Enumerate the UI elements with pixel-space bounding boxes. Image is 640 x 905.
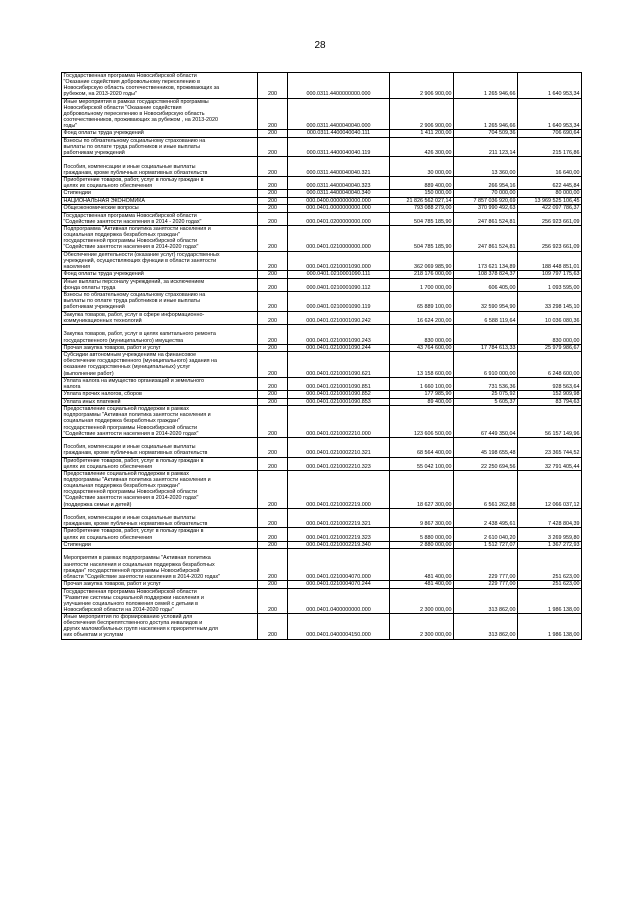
row-code-cell: 200 [258,292,288,312]
row-unexecuted-amount-cell: 928 563,64 [518,377,582,390]
row-unexecuted-amount-cell: 152 909,98 [518,391,582,398]
row-executed-amount-cell: 32 590 954,90 [454,292,518,312]
row-code-cell: 200 [258,377,288,390]
row-unexecuted-amount-cell: 33 298 145,10 [518,292,582,312]
row-name-cell: Уплата прочих налогов, сборов [62,391,258,398]
row-name-cell: Общеэкономические вопросы [62,205,258,212]
table-row [62,588,582,614]
row-approved-amount-cell: 1 660 100,00 [390,377,454,390]
row-approved-amount-cell: 1 411 200,00 [390,130,454,137]
row-approved-amount-cell: 21 826 562 027,14 [390,197,454,204]
row-unexecuted-amount-cell: 830 000,00 [518,325,582,345]
row-approved-amount-cell: 793 088 279,00 [390,205,454,212]
row-name-cell: Стипендии [62,190,258,197]
row-code-cell: 200 [258,406,288,438]
row-executed-amount-cell: 17 784 613,33 [454,344,518,351]
row-executed-amount-cell: 247 861 524,81 [454,212,518,225]
row-name-cell: Фонд оплаты труда учреждений [62,130,258,137]
row-name-cell: Обеспечение деятельности (оказание услуг) государственных учреждений, осуществляющих функции в области занятости населения [62,251,258,271]
row-code-cell: 200 [258,73,288,99]
row-classification-code-cell: 000.0311.4400000000.000 [288,73,390,99]
row-classification-code-cell: 000.0401.0000000000.000 [288,205,390,212]
row-executed-amount-cell: 370 990 492,63 [454,205,518,212]
row-unexecuted-amount-cell: 32 791 405,44 [518,457,582,470]
row-unexecuted-amount-cell: 25 979 986,67 [518,344,582,351]
row-executed-amount-cell: 313 862,00 [454,588,518,614]
row-executed-amount-cell: 266 954,16 [454,176,518,189]
table-row [62,614,582,640]
row-code-cell: 200 [258,251,288,271]
row-code-cell: 200 [258,437,288,457]
row-code-cell: 200 [258,508,288,528]
row-unexecuted-amount-cell: 12 066 037,12 [518,471,582,509]
row-code-cell: 200 [258,212,288,225]
row-name-cell: Предоставление социальной поддержки в рамках подпрограммы "Активная политика занятости населения и социальная поддержка безработных граждан" государственной программы Новосибирской области "Содействие занятости населения в 2014-2020 годах" (поддержка семьи и детей) [62,471,258,509]
row-code-cell: 200 [258,541,288,548]
row-approved-amount-cell: 9 867 300,00 [390,508,454,528]
row-classification-code-cell: 000.0401.0400004150.000 [288,614,390,640]
table-row [62,212,582,225]
row-executed-amount-cell: 5 605,37 [454,398,518,405]
row-approved-amount-cell: 218 176 000,00 [390,271,454,278]
row-approved-amount-cell: 5 880 000,00 [390,528,454,541]
row-name-cell: Стипендии [62,541,258,548]
row-unexecuted-amount-cell: 10 036 080,36 [518,311,582,324]
table-row [62,377,582,390]
row-code-cell: 200 [258,130,288,137]
table-row [62,176,582,189]
row-classification-code-cell: 000.0401.0210004070.244 [288,581,390,588]
row-approved-amount-cell: 481 400,00 [390,581,454,588]
row-executed-amount-cell: 6 561 262,88 [454,471,518,509]
row-classification-code-cell: 000.0401.0200000000.000 [288,212,390,225]
row-unexecuted-amount-cell: 422 097 786,37 [518,205,582,212]
row-code-cell: 200 [258,549,288,581]
row-unexecuted-amount-cell: 83 794,63 [518,398,582,405]
row-classification-code-cell: 000.0401.0210001090.853 [288,398,390,405]
row-approved-amount-cell: 150 000,00 [390,190,454,197]
row-unexecuted-amount-cell: 256 923 661,09 [518,212,582,225]
row-approved-amount-cell: 65 889 100,00 [390,292,454,312]
row-unexecuted-amount-cell: 7 428 804,39 [518,508,582,528]
row-name-cell: Приобретение товаров, работ, услуг в пользу граждан в целях их социального обеспечения [62,176,258,189]
row-unexecuted-amount-cell: 80 000,00 [518,190,582,197]
row-executed-amount-cell: 313 862,00 [454,614,518,640]
row-unexecuted-amount-cell: 56 157 149,96 [518,406,582,438]
row-unexecuted-amount-cell: 1 367 272,93 [518,541,582,548]
row-code-cell: 200 [258,528,288,541]
table-row [62,190,582,197]
row-approved-amount-cell: 89 400,00 [390,398,454,405]
table-row [62,137,582,157]
table-row [62,251,582,271]
table-row [62,549,582,581]
row-executed-amount-cell: 70 000,00 [454,190,518,197]
row-approved-amount-cell: 504 785 185,90 [390,212,454,225]
row-code-cell: 200 [258,98,288,130]
table-row [62,352,582,378]
row-approved-amount-cell: 481 400,00 [390,549,454,581]
row-name-cell: Государственная программа Новосибирской области "Оказание содействия добровольному переселению в Новосибирскую область соотечественников, проживающих за рубежом, на 2013-2020 годы" [62,73,258,99]
row-name-cell: Подпрограмма "Активная политика занятости населения и социальная поддержка безработных граждан" государственной программы Новосибирской области "Содействие занятости населения в 2014-2020 годах" [62,226,258,252]
row-unexecuted-amount-cell: 16 640,00 [518,157,582,177]
row-classification-code-cell: 000.0401.0210001090.112 [288,278,390,291]
table-row [62,581,582,588]
row-name-cell: Иные выплаты персоналу учреждений, за исключением фонда оплаты труда [62,278,258,291]
row-executed-amount-cell: 6 910 000,00 [454,352,518,378]
table-row [62,157,582,177]
row-classification-code-cell: 000.0311.4400040040.111 [288,130,390,137]
row-approved-amount-cell: 830 000,00 [390,325,454,345]
row-approved-amount-cell: 18 627 300,00 [390,471,454,509]
row-unexecuted-amount-cell: 706 690,64 [518,130,582,137]
row-name-cell: Фонд оплаты труда учреждений [62,271,258,278]
table-row [62,344,582,351]
table-row [62,197,582,204]
row-code-cell: 200 [258,325,288,345]
row-unexecuted-amount-cell: 256 923 661,09 [518,226,582,252]
table-row [62,205,582,212]
table-row [62,278,582,291]
row-name-cell: Пособия, компенсации и иные социальные выплаты гражданам, кроме публичных нормативных обязательств [62,508,258,528]
row-approved-amount-cell: 426 300,00 [390,137,454,157]
table-row [62,508,582,528]
page-number: 28 [314,40,326,51]
row-name-cell: Закупка товаров, работ, услуг в сфере информационно- коммуникационных технологий [62,311,258,324]
table-row [62,292,582,312]
row-unexecuted-amount-cell: 23 365 744,52 [518,437,582,457]
row-classification-code-cell: 000.0311.4400040040.340 [288,190,390,197]
row-approved-amount-cell: 123 606 500,00 [390,406,454,438]
row-name-cell: Закупка товаров, работ, услуг в целях капитального ремонта государственного (муниципального) имущества [62,325,258,345]
row-executed-amount-cell: 7 857 036 920,69 [454,197,518,204]
row-name-cell: Иные мероприятия по формированию условий для обеспечения беспрепятственного доступа инвалидов и других маломобильных групп населения к приоритетным для них объектам и услугам [62,614,258,640]
table-row [62,541,582,548]
table-body [62,73,582,640]
table-row [62,457,582,470]
row-unexecuted-amount-cell: 6 248 600,00 [518,352,582,378]
row-code-cell: 200 [258,581,288,588]
row-unexecuted-amount-cell: 188 448 851,01 [518,251,582,271]
table-row [62,325,582,345]
row-executed-amount-cell: 1 265 946,66 [454,98,518,130]
row-code-cell: 200 [258,398,288,405]
row-code-cell: 200 [258,614,288,640]
row-approved-amount-cell: 1 700 000,00 [390,278,454,291]
row-unexecuted-amount-cell: 3 269 959,80 [518,528,582,541]
row-classification-code-cell: 000.0401.0210002219.340 [288,541,390,548]
row-executed-amount-cell: 108 378 824,37 [454,271,518,278]
table-row [62,73,582,99]
table-row [62,471,582,509]
table-row [62,398,582,405]
row-unexecuted-amount-cell: 1 093 595,00 [518,278,582,291]
row-approved-amount-cell: 504 785 185,90 [390,226,454,252]
row-name-cell: Пособия, компенсации и иные социальные выплаты гражданам, кроме публичных нормативных обязательств [62,437,258,457]
table-row [62,528,582,541]
row-executed-amount-cell: 704 509,36 [454,130,518,137]
row-classification-code-cell: 000.0401.0210002219.323 [288,528,390,541]
row-executed-amount-cell: 13 360,00 [454,157,518,177]
row-executed-amount-cell: 2 438 495,61 [454,508,518,528]
table-row [62,437,582,457]
row-approved-amount-cell: 68 564 400,00 [390,437,454,457]
table-row [62,391,582,398]
row-code-cell: 200 [258,137,288,157]
row-executed-amount-cell: 229 777,00 [454,549,518,581]
row-name-cell: Пособия, компенсации и иные социальные выплаты гражданам, кроме публичных нормативных обязательств [62,157,258,177]
row-approved-amount-cell: 55 042 100,00 [390,457,454,470]
row-classification-code-cell: 000.0401.0210001090.621 [288,352,390,378]
row-approved-amount-cell: 43 764 600,00 [390,344,454,351]
row-approved-amount-cell: 2 300 000,00 [390,614,454,640]
row-name-cell: Взносы по обязательному социальному страхованию на выплаты по оплате труда работников и иные выплаты работникам учреждений [62,292,258,312]
row-classification-code-cell: 000.0401.0400000000.000 [288,588,390,614]
row-unexecuted-amount-cell: 215 176,86 [518,137,582,157]
row-name-cell: Уплата налога на имущество организаций и земельного налога [62,377,258,390]
row-code-cell: 200 [258,226,288,252]
row-code-cell: 200 [258,190,288,197]
row-classification-code-cell: 000.0401.0210002210.000 [288,406,390,438]
row-classification-code-cell: 000.0401.0210004070.000 [288,549,390,581]
row-classification-code-cell: 000.0311.4400040040.323 [288,176,390,189]
row-name-cell: НАЦИОНАЛЬНАЯ ЭКОНОМИКА [62,197,258,204]
row-classification-code-cell: 000.0401.0210001090.000 [288,251,390,271]
row-executed-amount-cell: 731 536,36 [454,377,518,390]
row-code-cell: 200 [258,471,288,509]
row-code-cell: 200 [258,311,288,324]
table-row [62,311,582,324]
row-classification-code-cell: 000.0400.0000000000.000 [288,197,390,204]
row-executed-amount-cell: 45 198 655,48 [454,437,518,457]
row-code-cell: 200 [258,271,288,278]
row-classification-code-cell: 000.0401.0210001090.852 [288,391,390,398]
table-row [62,98,582,130]
row-executed-amount-cell: 1 265 946,66 [454,73,518,99]
row-approved-amount-cell: 889 400,00 [390,176,454,189]
row-approved-amount-cell: 2 906 900,00 [390,98,454,130]
row-unexecuted-amount-cell: 1 986 138,00 [518,588,582,614]
row-unexecuted-amount-cell: 13 969 525 106,45 [518,197,582,204]
row-classification-code-cell: 000.0401.0210001090.851 [288,377,390,390]
row-name-cell: Предоставление социальной поддержки в рамках подпрограммы "Активная политика занятости населения и социальная поддержка безработных граждан" государственной программы Новосибирской области "Содействие занятости населения в 2014-2020 годах" [62,406,258,438]
budget-execution-table [61,72,582,640]
row-classification-code-cell: 000.0401.0210001090.243 [288,325,390,345]
row-name-cell: Приобретение товаров, работ, услуг в пользу граждан в целях их социального обеспечения [62,528,258,541]
row-code-cell: 200 [258,157,288,177]
row-code-cell: 200 [258,176,288,189]
table-row [62,406,582,438]
row-code-cell: 200 [258,278,288,291]
row-classification-code-cell: 000.0401.0210001090.242 [288,311,390,324]
row-name-cell: Государственная программа Новосибирской области "Содействие занятости населения в 2014 - 2020 годах" [62,212,258,225]
row-approved-amount-cell: 13 158 600,00 [390,352,454,378]
table-row [62,130,582,137]
row-unexecuted-amount-cell: 622 445,84 [518,176,582,189]
row-classification-code-cell: 000.0401.0210002219.000 [288,471,390,509]
row-classification-code-cell: 000.0311.4400040040.321 [288,157,390,177]
row-name-cell: Субсидии автономным учреждениям на финансовое обеспечение государственного (муниципального) задания на оказание государственных (муниципальных) услуг (выполнение работ) [62,352,258,378]
row-code-cell: 200 [258,457,288,470]
row-approved-amount-cell: 30 000,00 [390,157,454,177]
row-name-cell: Прочая закупка товаров, работ и услуг [62,344,258,351]
row-classification-code-cell: 000.0311.4400040040.119 [288,137,390,157]
row-executed-amount-cell [454,325,518,345]
row-unexecuted-amount-cell: 251 623,00 [518,581,582,588]
row-approved-amount-cell: 362 069 985,90 [390,251,454,271]
row-executed-amount-cell: 1 512 727,07 [454,541,518,548]
row-executed-amount-cell: 211 123,14 [454,137,518,157]
row-classification-code-cell: 000.0311.4400040040.000 [288,98,390,130]
row-executed-amount-cell: 2 610 040,20 [454,528,518,541]
row-name-cell: Мероприятия в рамках подпрограммы "Активная политика занятости населения и социальная поддержка безработных граждан" государственной программы Новосибирской области "Содействие занятости населения в 2014-2020 годах" [62,549,258,581]
row-classification-code-cell: 000.0401.0210000000.000 [288,226,390,252]
row-classification-code-cell: 000.0401.0210001090.111 [288,271,390,278]
row-executed-amount-cell: 229 777,00 [454,581,518,588]
row-classification-code-cell: 000.0401.0210002210.323 [288,457,390,470]
row-name-cell: Взносы по обязательному социальному страхованию на выплаты по оплате труда работников и иные выплаты работникам учреждений [62,137,258,157]
row-code-cell: 200 [258,197,288,204]
row-executed-amount-cell: 67 449 350,04 [454,406,518,438]
row-executed-amount-cell: 606 405,00 [454,278,518,291]
row-code-cell: 200 [258,352,288,378]
row-code-cell: 200 [258,391,288,398]
row-code-cell: 200 [258,588,288,614]
row-unexecuted-amount-cell: 1 640 953,34 [518,73,582,99]
row-classification-code-cell: 000.0401.0210002219.321 [288,508,390,528]
row-name-cell: Иные мероприятия в рамках государственной программы Новосибирской области "Оказание содействия добровольному переселению в Новосибирскую область соотечественников, проживающих за рубежом , на 2013-2020 годы" [62,98,258,130]
row-name-cell: Прочая закупка товаров, работ и услуг [62,581,258,588]
row-classification-code-cell: 000.0401.0210001090.244 [288,344,390,351]
table-row [62,271,582,278]
row-unexecuted-amount-cell: 251 623,00 [518,549,582,581]
row-executed-amount-cell: 22 250 694,56 [454,457,518,470]
row-unexecuted-amount-cell: 1 640 953,34 [518,98,582,130]
row-name-cell: Уплата иных платежей [62,398,258,405]
row-approved-amount-cell: 177 985,90 [390,391,454,398]
row-unexecuted-amount-cell: 1 986 138,00 [518,614,582,640]
row-name-cell: Приобретение товаров, работ, услуг в пользу граждан в целях их социального обеспечения [62,457,258,470]
row-classification-code-cell: 000.0401.0210001090.119 [288,292,390,312]
row-approved-amount-cell: 2 880 000,00 [390,541,454,548]
row-approved-amount-cell: 16 624 200,00 [390,311,454,324]
row-code-cell: 200 [258,205,288,212]
row-approved-amount-cell: 2 906 900,00 [390,73,454,99]
row-executed-amount-cell: 6 588 119,64 [454,311,518,324]
table-row [62,226,582,252]
row-code-cell: 200 [258,344,288,351]
row-executed-amount-cell: 247 861 524,81 [454,226,518,252]
row-executed-amount-cell: 173 621 134,89 [454,251,518,271]
row-name-cell: Государственная программа Новосибирской области "Развитие системы социальной поддержки населения и улучшение социального положения семей с детьми в Новосибирской области на 2014-2020 годы" [62,588,258,614]
row-approved-amount-cell: 2 300 000,00 [390,588,454,614]
row-classification-code-cell: 000.0401.0210002210.321 [288,437,390,457]
row-unexecuted-amount-cell: 109 797 175,63 [518,271,582,278]
row-executed-amount-cell: 25 075,92 [454,391,518,398]
